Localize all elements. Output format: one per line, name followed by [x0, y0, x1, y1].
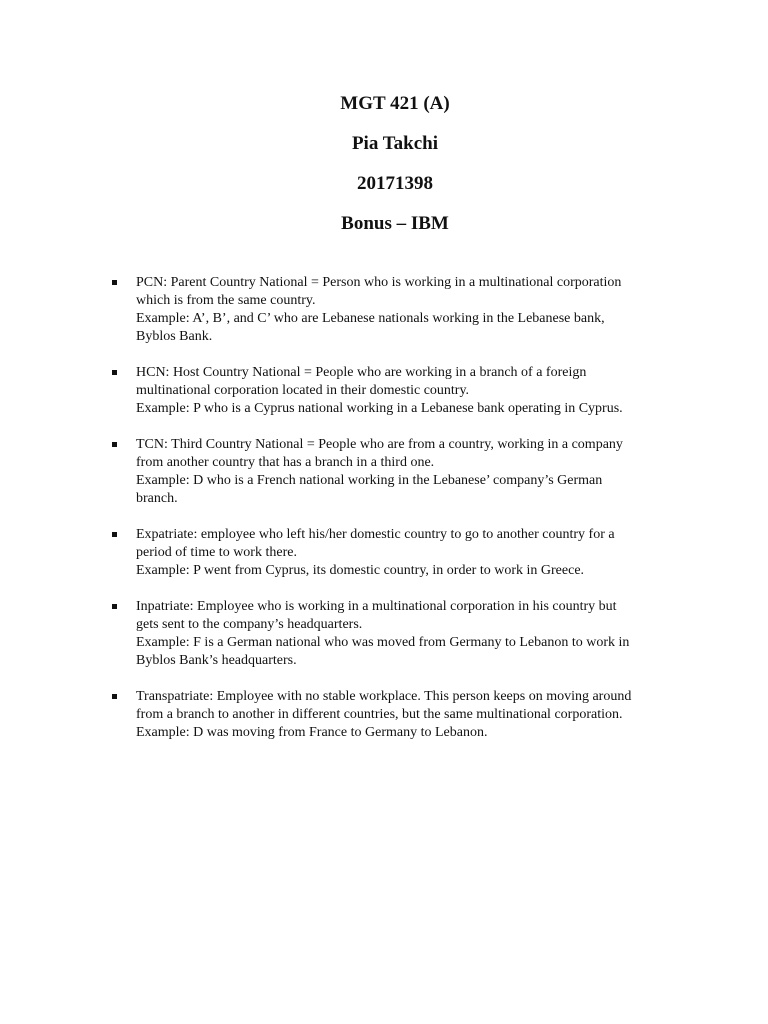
course-code: MGT 421 (A): [340, 93, 450, 114]
list-item-pcn: [112, 274, 672, 346]
item-text-line: period of time to work there.: [136, 545, 297, 560]
assignment-title: Bonus – IBM: [341, 213, 449, 234]
item-text-line: Example: P went from Cyprus, its domestic country, in order to work in Greece.: [136, 563, 585, 578]
item-text-line: which is from the same country.: [136, 293, 316, 308]
item-text-line: Example: A’, B’, and C’ who are Lebanese nationals working in the Lebanese bank,: [136, 311, 605, 326]
item-text-line: Example: D who is a French national working in the Lebanese’ company’s German: [136, 473, 603, 488]
list-item-tcn: [112, 436, 672, 508]
item-text-line: gets sent to the company’s headquarters.: [136, 617, 363, 632]
item-text-line: Inpatriate: Employee who is working in a multinational corporation in his country but: [136, 599, 617, 614]
student-name: Pia Takchi: [351, 133, 439, 154]
item-text-line: PCN: Parent Country National = Person who is working in a multinational corporation: [136, 275, 622, 290]
student-id: 20171398: [357, 173, 433, 194]
list-item-expatriate: [112, 526, 672, 580]
item-text-line: multinational corporation located in their domestic country.: [136, 383, 470, 398]
item-text-line: Expatriate: employee who left his/her domestic country to go to another country for a: [136, 527, 615, 542]
item-text-line: Example: F is a German national who was moved from Germany to Lebanon to work in: [136, 635, 630, 650]
item-text-line: Example: D was moving from France to Germany to Lebanon.: [136, 725, 488, 740]
item-text-line: Transpatriate: Employee with no stable workplace. This person keeps on moving around: [136, 689, 632, 704]
definition-list: [112, 274, 672, 760]
item-text-line: Byblos Bank.: [136, 329, 213, 344]
item-text-line: HCN: Host Country National = People who are working in a branch of a foreign: [136, 365, 587, 380]
square-bullet-icon: [112, 370, 117, 375]
item-text-line: Example: P who is a Cyprus national working in a Lebanese bank operating in Cyprus.: [136, 401, 623, 416]
list-item-inpatriate: [112, 598, 672, 670]
square-bullet-icon: [112, 442, 117, 447]
square-bullet-icon: [112, 280, 117, 285]
square-bullet-icon: [112, 604, 117, 609]
list-item-hcn: [112, 364, 672, 418]
item-text-line: from another country that has a branch in a third one.: [136, 455, 435, 470]
square-bullet-icon: [112, 532, 117, 537]
item-text-line: branch.: [136, 491, 178, 506]
item-text-line: TCN: Third Country National = People who are from a country, working in a company: [136, 437, 623, 452]
item-text-line: Byblos Bank’s headquarters.: [136, 653, 297, 668]
item-text-line: from a branch to another in different countries, but the same multinational corporation.: [136, 707, 623, 722]
document-header: [0, 93, 768, 253]
square-bullet-icon: [112, 694, 117, 699]
list-item-transpatriate: [112, 688, 672, 742]
